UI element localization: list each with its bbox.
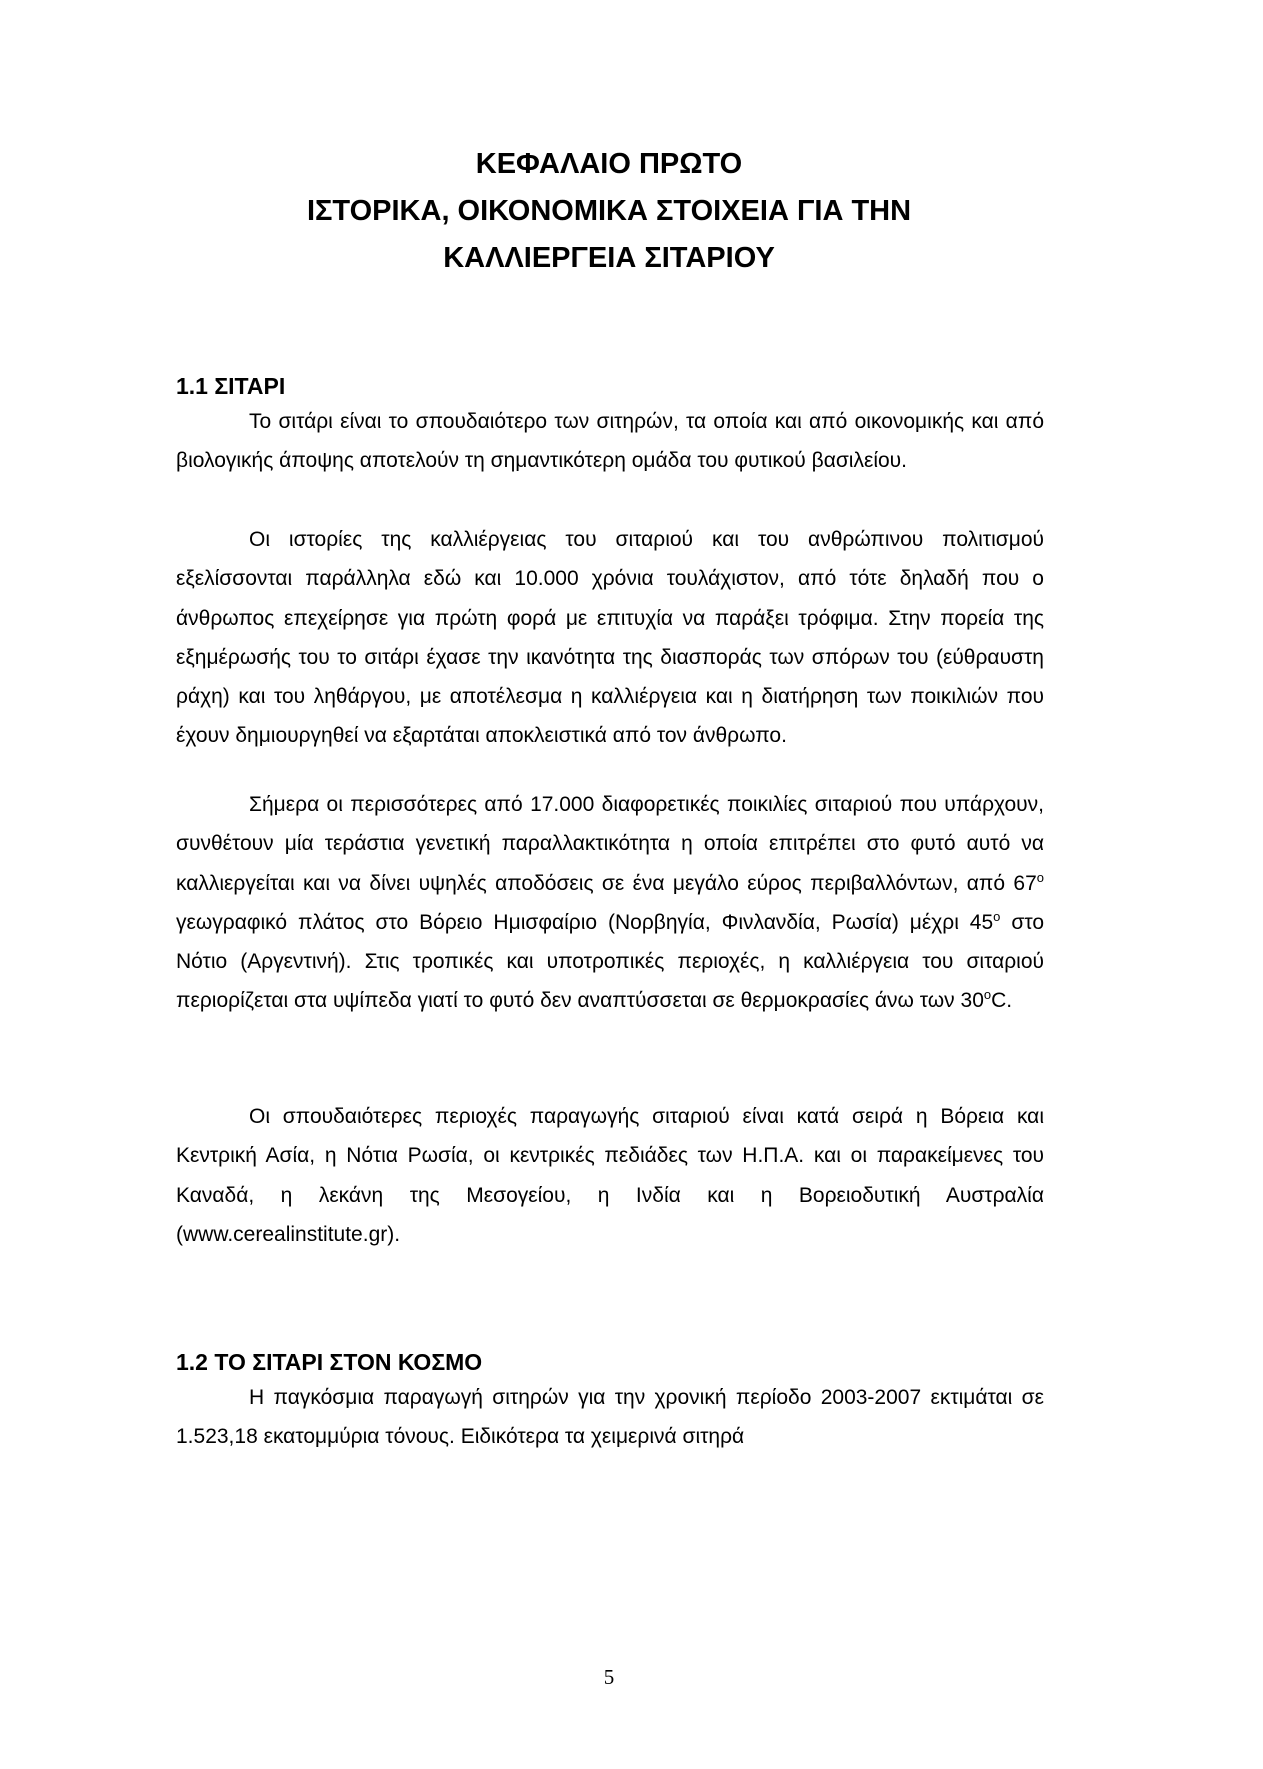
degree-sign-2: ο [993, 908, 1001, 924]
degree-sign-3: ο [983, 987, 992, 1003]
degree-sign-1: ο [1036, 869, 1044, 885]
paragraph-3-text-d: C. [991, 989, 1013, 1013]
chapter-heading: ΚΕΦΑΛΑΙΟ ΠΡΩΤΟ [475, 148, 743, 180]
page-number: 5 [603, 1665, 615, 1689]
paragraph-3-text-a: Σήμερα οι περισσότερες από 17.000 διαφορετικές ποικιλίες σιταριού που υπάρχουν, συνθέτουν μία τεράστια γενετική παραλλακτικότητα η οποία επιτρέπει στο φυτό αυτό να καλλιεργείται και να δίνει υψηλές αποδόσεις σε ένα μεγάλο εύρος περιβαλλόντων, από 67 [176, 793, 1044, 895]
chapter-title-line-2: ΚΑΛΛΙΕΡΓΕΙΑ ΣΙΤΑΡΙΟΥ [443, 242, 775, 274]
section-1-1-paragraph-4: Οι σπουδαιότερες περιοχές παραγωγής σιταριού είναι κατά σειρά η Βόρεια και Κεντρική Ασία, η Νότια Ρωσία, οι κεντρικές πεδιάδες των Η.Π.Α. και οι παρακείμενες του Καναδά, η λεκάνη της Μεσογείου, η Ινδία και η Βορειοδυτική Αυστραλία (www.cerealinstitute.gr). [176, 1105, 1044, 1246]
section-1-2-title: 1.2 ΤΟ ΣΙΤΑΡΙ ΣΤΟΝ ΚΟΣΜΟ [176, 1349, 483, 1375]
paragraph-3-text-c: στο Νότιο (Αργεντινή). Στις τροπικές και υποτροπικές περιοχές, η καλλιέργεια του σιταριού περιορίζεται στα υψίπεδα γιατί το φυτό δεν αναπτύσσεται σε θερμοκρασίες άνω των 30 [176, 910, 1044, 1013]
section-1-1-paragraph-2: Οι ιστορίες της καλλιέργειας του σιταριού και του ανθρώπινου πολιτισμού εξελίσσονται παράλληλα εδώ και 10.000 χρόνια τουλάχιστον, από τότε δηλαδή που ο άνθρωπος επεχείρησε για πρώτη φορά με επιτυχία να παράξει τρόφιμα. Στην πορεία της εξημέρωσής του το σιτάρι έχασε την ικανότητα της διασποράς των σπόρων του (εύθραυστη ράχη) και του ληθάργου, με αποτέλεσμα η καλλιέργεια και η διατήρηση των ποικιλιών που έχουν δημιουργηθεί να εξαρτάται αποκλειστικά από τον άνθρωπο. [176, 528, 1044, 748]
section-1-1-title: 1.1 ΣΙΤΑΡΙ [176, 373, 286, 399]
section-1-1-paragraph-1: Το σιτάρι είναι το σπουδαιότερο των σιτηρών, τα οποία και από οικονομικής και από βιολογικής άποψης αποτελούν τη σημαντικότερη ομάδα του φυτικού βασιλείου. [176, 410, 1044, 473]
paragraph-3-text-b: γεωγραφικό πλάτος στο Βόρειο Ημισφαίριο (Νορβηγία, Φινλανδία, Ρωσία) μέχρι 45 [176, 910, 994, 934]
section-1-2-paragraph-1: Η παγκόσμια παραγωγή σιτηρών για την χρονική περίοδο 2003-2007 εκτιμάται σε 1.523,18 εκατομμύρια τόνους. Ειδικότερα τα χειμερινά σιτηρά [176, 1386, 1044, 1449]
section-1-1-paragraph-3 [176, 785, 1044, 1021]
chapter-title-line-1: ΙΣΤΟΡΙΚΑ, ΟΙΚΟΝΟΜΙΚΑ ΣΤΟΙΧΕΙΑ ΓΙΑ ΤΗΝ [306, 195, 912, 227]
